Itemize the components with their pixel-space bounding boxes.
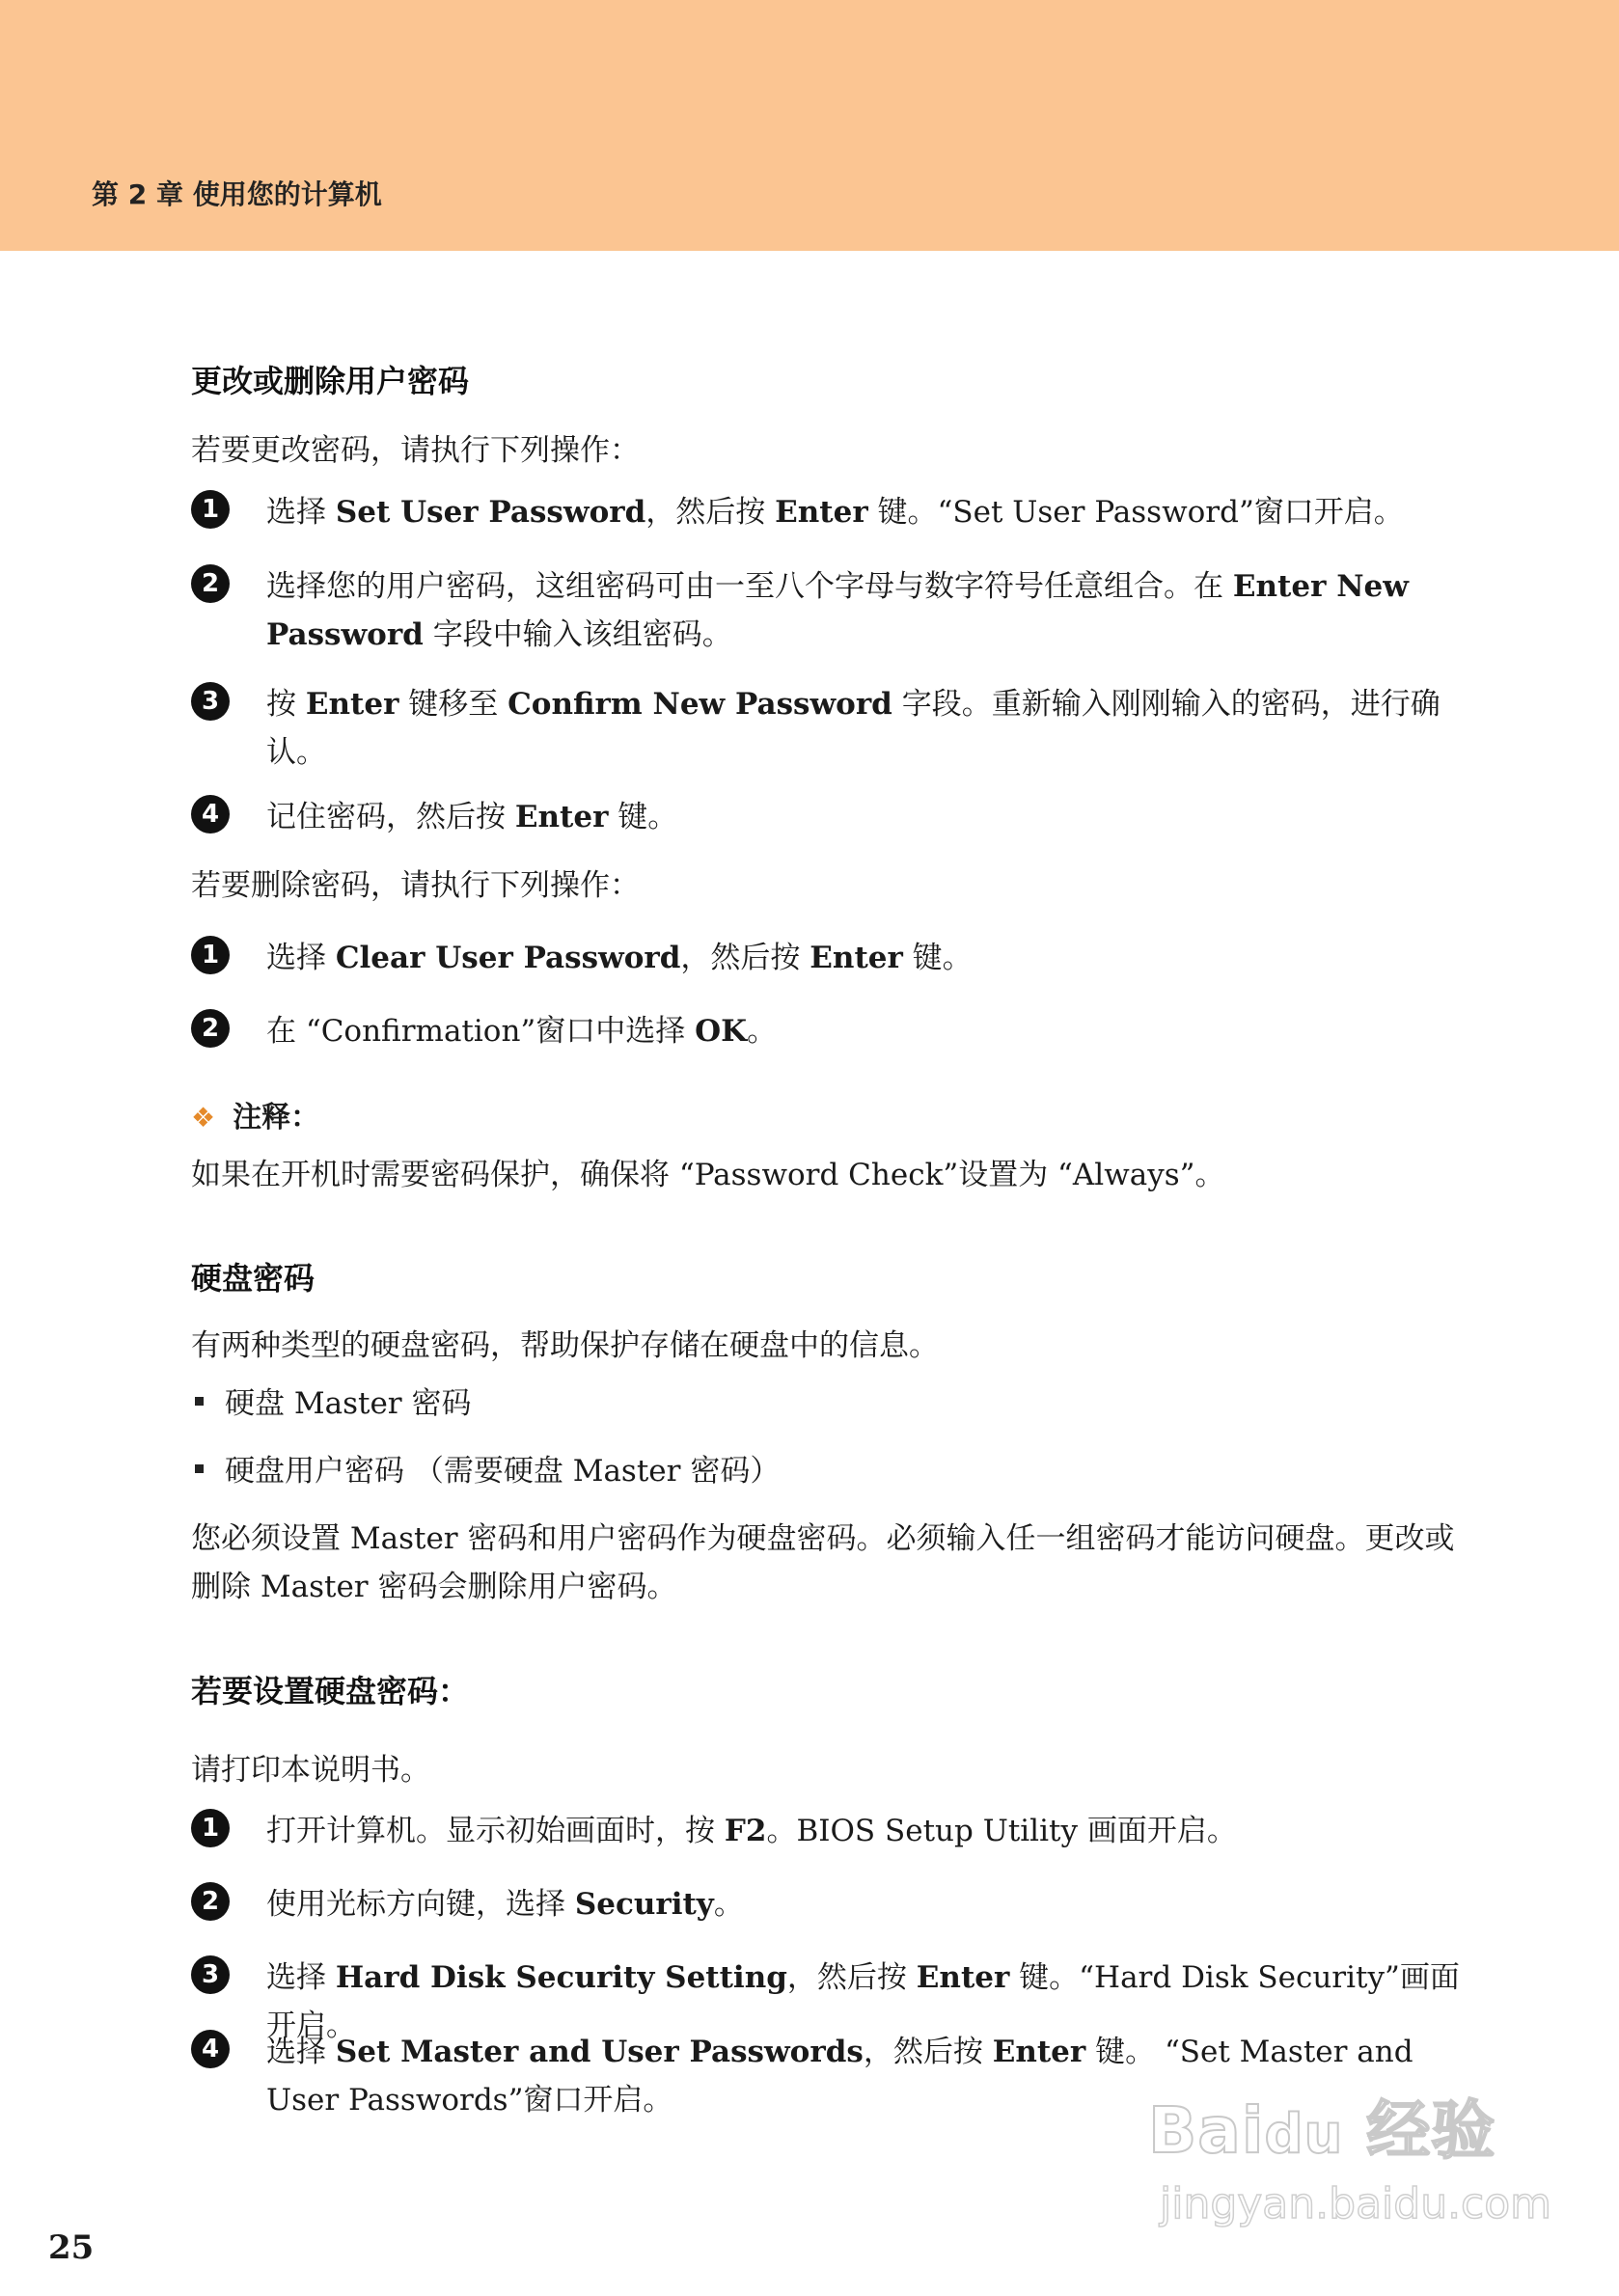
watermark-logo: Baidu 经验 xyxy=(1148,2093,1496,2168)
step-number-badge: 1 xyxy=(191,936,230,974)
step-text xyxy=(266,1007,1472,1055)
step-text-span: 字段中输入该组密码。 xyxy=(423,617,732,652)
note-label: 注释： xyxy=(233,1101,320,1134)
bullet-item xyxy=(195,1447,1449,1495)
step-number-badge: 3 xyxy=(191,682,230,721)
step-text-span: 选择您的用户密码，这组密码可由一至八个字母与数字符号任意组合。在 xyxy=(266,569,1233,604)
diamond-four-icon: ❖ xyxy=(191,1102,216,1134)
chapter-title: 第 2 章 使用您的计算机 xyxy=(92,178,382,210)
step-number-badge: 2 xyxy=(191,1882,230,1921)
section-title-hard-disk-password: 硬盘密码 xyxy=(191,1260,316,1297)
section-title-set-hard-disk-password: 若要设置硬盘密码： xyxy=(191,1673,470,1709)
print-instructions: 请打印本说明书。 xyxy=(191,1753,430,1788)
step-text-span: 选择 xyxy=(266,495,336,530)
bullet-square-icon xyxy=(195,1397,204,1406)
step-number-badge: 4 xyxy=(191,2030,230,2068)
note-text: 如果在开机时需要密码保护，确保将 “Password Check”设置为 “Always”。 xyxy=(191,1158,1225,1192)
hard-disk-paragraph: 您必须设置 Master 密码和用户密码作为硬盘密码。必须输入任一组密码才能访问硬盘。更改或删除 Master 密码会删除用户密码。 xyxy=(191,1521,1455,1604)
step-text-span: 键移至 xyxy=(398,687,508,722)
step-text-span: 打开计算机。显示初始画面时，按 xyxy=(266,1814,725,1848)
step-number-badge: 3 xyxy=(191,1955,230,1994)
step-text-bold: Security xyxy=(574,1887,714,1922)
header-band xyxy=(0,0,1619,251)
note-heading xyxy=(191,1093,319,1135)
bullet-text: 硬盘用户密码 （需要硬盘 Master 密码） xyxy=(225,1454,781,1489)
step-text-span: 键。 xyxy=(608,800,678,834)
step-text-span: 选择 xyxy=(266,1960,336,1995)
step-text-span: 选择 xyxy=(266,941,336,975)
step-text-span: 键。 “Set Master and User Passwords”窗口开启。 xyxy=(266,2035,1413,2118)
section-title-change-delete-user-password: 更改或删除用户密码 xyxy=(191,363,470,399)
step-text-bold: Enter xyxy=(305,687,399,722)
bullet-item xyxy=(195,1380,1449,1428)
step-number-badge: 2 xyxy=(191,1009,230,1048)
step-text xyxy=(266,488,1472,536)
step-text-bold: Enter xyxy=(992,2035,1086,2069)
step-text-span: 选择 xyxy=(266,2035,336,2069)
bullet-square-icon xyxy=(195,1464,204,1473)
step-text-bold: Hard Disk Security Setting xyxy=(335,1960,787,1995)
step-text-bold: Set User Password xyxy=(335,495,646,530)
step-text-span: 。 xyxy=(713,1887,744,1922)
step-text-span: 字段。重新输入刚刚输入的密码，进行确认。 xyxy=(266,687,1441,770)
bullet-text: 硬盘 Master 密码 xyxy=(225,1386,472,1421)
step-text-span: 使用光标方向键，选择 xyxy=(266,1887,575,1922)
step-text xyxy=(266,1880,1472,1928)
step-text xyxy=(266,793,1472,841)
step-text-span: ，然后按 xyxy=(786,1960,917,1995)
step-text-span: 。BIOS Setup Utility 画面开启。 xyxy=(766,1814,1237,1848)
step-text-bold: Enter xyxy=(916,1960,1010,1995)
step-text xyxy=(266,680,1472,777)
step-text-span: 键。“Hard Disk Security”画面开启。 xyxy=(266,1960,1460,2043)
step-text-bold: Enter xyxy=(810,941,903,975)
intro-delete-password: 若要删除密码，请执行下列操作： xyxy=(191,868,640,903)
step-text-bold: Confirm New Password xyxy=(508,687,892,722)
step-text-span: ，然后按 xyxy=(680,941,810,975)
step-text-bold: Clear User Password xyxy=(335,941,681,975)
step-text-bold: F2 xyxy=(724,1814,767,1848)
hard-disk-intro: 有两种类型的硬盘密码，帮助保护存储在硬盘中的信息。 xyxy=(191,1328,939,1363)
step-text xyxy=(266,934,1472,982)
page-number: 25 xyxy=(48,2228,95,2267)
step-text-bold: OK xyxy=(695,1014,748,1049)
step-text-span: 在 “Confirmation”窗口中选择 xyxy=(266,1014,696,1049)
step-text-span: 。 xyxy=(747,1014,778,1049)
step-text-span: 记住密码，然后按 xyxy=(266,800,515,834)
watermark xyxy=(1148,2079,1552,2243)
step-text-span: ，然后按 xyxy=(863,2035,993,2069)
step-number-badge: 1 xyxy=(191,490,230,529)
watermark-url: jingyan.baidu.com xyxy=(1160,2179,1552,2228)
step-text xyxy=(266,1807,1472,1855)
step-text-span: ，然后按 xyxy=(645,495,776,530)
step-text-span: 键。“Set User Password”窗口开启。 xyxy=(867,495,1404,530)
step-number-badge: 4 xyxy=(191,795,230,834)
step-text-bold: Enter New Password xyxy=(266,569,1409,652)
step-text xyxy=(266,562,1472,659)
step-number-badge: 1 xyxy=(191,1809,230,1847)
step-text-bold: Enter xyxy=(775,495,868,530)
step-text-bold: Enter xyxy=(514,800,609,834)
intro-change-password: 若要更改密码，请执行下列操作： xyxy=(191,433,640,468)
step-text-span: 按 xyxy=(266,687,306,722)
step-text-bold: Set Master and User Passwords xyxy=(335,2035,864,2069)
step-number-badge: 2 xyxy=(191,564,230,603)
step-text-span: 键。 xyxy=(902,941,973,975)
